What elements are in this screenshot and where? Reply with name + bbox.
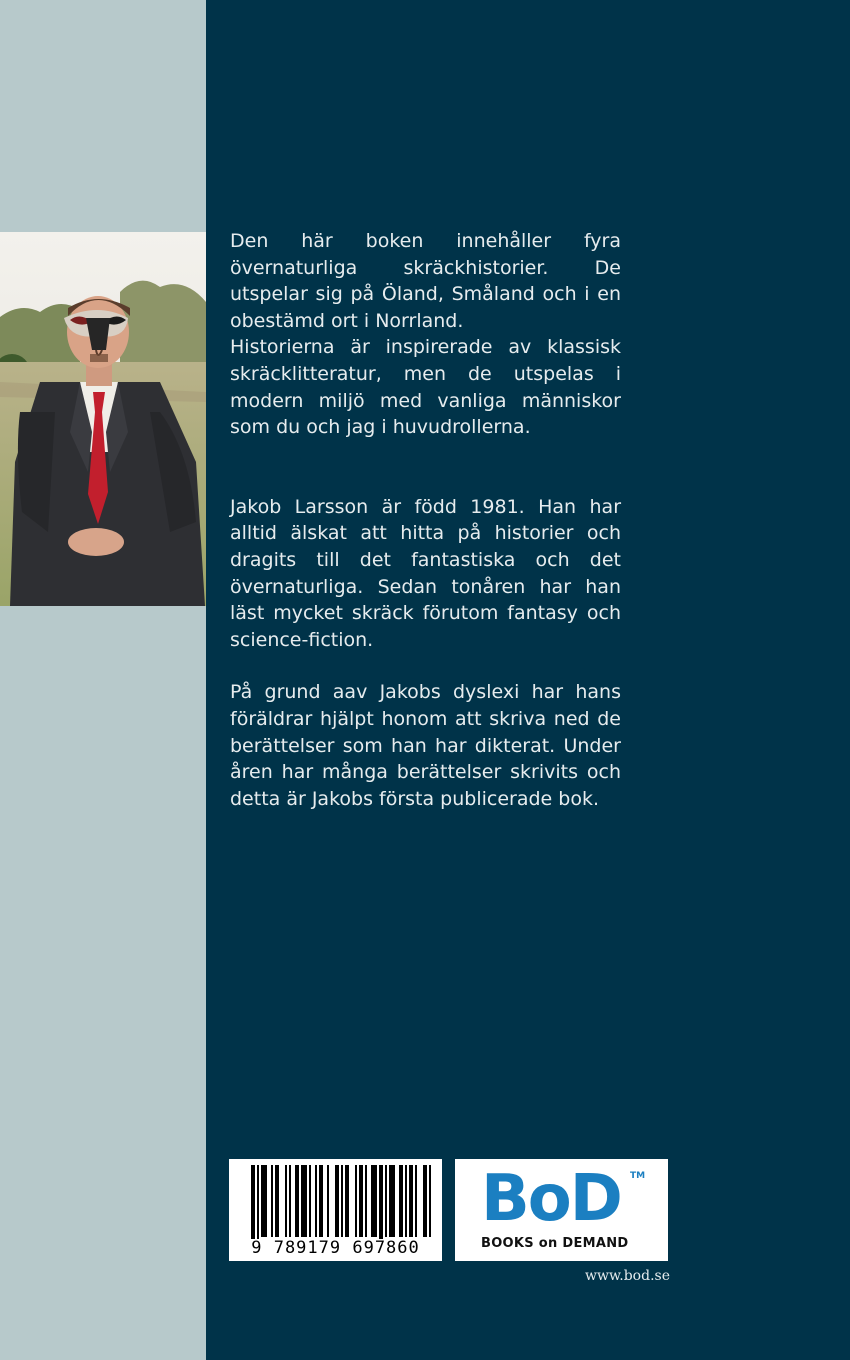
inspiration-paragraph: Historierna är inspirerade av klassisk skräcklitteratur, men de utspelas i modern miljö med vanliga människor som du och jag i huvudrollerna. bbox=[230, 336, 621, 439]
barcode-bar bbox=[341, 1165, 343, 1237]
barcode-bar bbox=[359, 1165, 363, 1237]
barcode-bar bbox=[301, 1165, 307, 1237]
bod-logo-mark: BoD bbox=[481, 1162, 621, 1236]
barcode-bar bbox=[275, 1165, 279, 1237]
barcode-bar bbox=[315, 1165, 317, 1237]
barcode-bar bbox=[319, 1165, 323, 1237]
barcode-bar bbox=[379, 1165, 383, 1239]
barcode-bar bbox=[409, 1165, 413, 1237]
barcode-bar bbox=[345, 1165, 349, 1237]
author-history-paragraph: På grund aav Jakobs dyslexi har hans föräldrar hjälpt honom att skriva ned de berättelser som han har dikterat. Under åren har många berättelser skrivits och detta är Jakobs första publicerade bok. bbox=[230, 681, 621, 810]
barcode-bar bbox=[309, 1165, 311, 1237]
barcode-bar bbox=[415, 1165, 417, 1237]
barcode-bar bbox=[289, 1165, 291, 1237]
back-cover-text bbox=[230, 228, 621, 812]
barcode-bar bbox=[335, 1165, 339, 1237]
barcode-bar bbox=[295, 1165, 299, 1237]
barcode-bar bbox=[251, 1165, 255, 1239]
left-color-strip bbox=[0, 0, 206, 1360]
publisher-website: www.bod.se bbox=[584, 1268, 670, 1284]
intro-paragraph: Den här boken innehåller fyra övernaturliga skräckhistorier. De utspelar sig på Öland, Småland och i en obestämd ort i Norrland. bbox=[230, 230, 621, 332]
barcode-bar bbox=[261, 1165, 267, 1237]
barcode-bar bbox=[327, 1165, 329, 1237]
isbn-number: 9 789179 697860 bbox=[251, 1238, 420, 1258]
bod-logo-subtitle: BOOKS on DEMAND bbox=[481, 1236, 629, 1251]
isbn-barcode bbox=[229, 1159, 442, 1261]
trademark-symbol: TM bbox=[630, 1171, 646, 1181]
author-photo bbox=[0, 232, 206, 606]
publisher-logo bbox=[455, 1159, 668, 1261]
barcode-bar bbox=[371, 1165, 377, 1237]
barcode-bar bbox=[365, 1165, 367, 1237]
barcode-bar bbox=[429, 1165, 431, 1237]
barcode-bar bbox=[257, 1165, 259, 1239]
barcode-bar bbox=[389, 1165, 395, 1237]
barcode-bars bbox=[229, 1159, 442, 1239]
barcode-bar bbox=[355, 1165, 357, 1237]
barcode-bar bbox=[385, 1165, 387, 1237]
barcode-bar bbox=[405, 1165, 407, 1237]
barcode-bar bbox=[399, 1165, 403, 1237]
barcode-bar bbox=[423, 1165, 427, 1237]
author-bio-paragraph: Jakob Larsson är född 1981. Han har alltid älskat att hitta på historier och dragits till det fantastiska och det övernaturliga. Sedan tonåren har han läst mycket skräck förutom fantasy och science-fiction. bbox=[230, 495, 621, 651]
barcode-bar bbox=[271, 1165, 273, 1237]
barcode-bar bbox=[285, 1165, 287, 1237]
